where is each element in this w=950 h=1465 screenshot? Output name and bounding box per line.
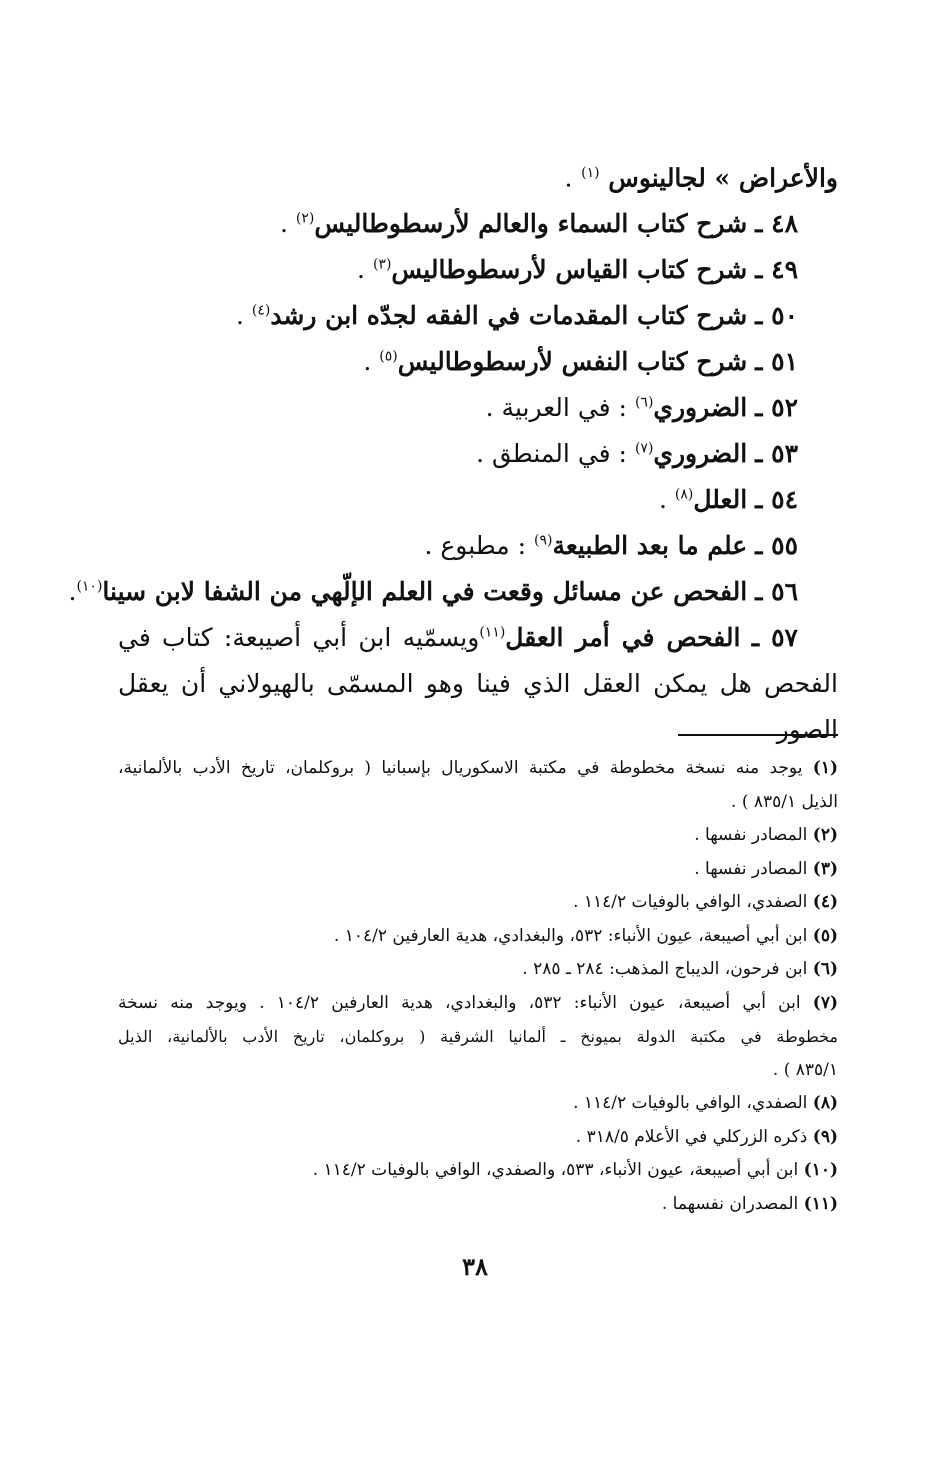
footnote-text: المصادر نفسها . bbox=[694, 858, 808, 879]
footnote-4 bbox=[118, 886, 838, 920]
footnote-9 bbox=[118, 1121, 838, 1155]
entry-tail: : في المنطق . bbox=[476, 439, 627, 469]
footnote-text: المصدران نفسهما . bbox=[661, 1193, 799, 1214]
footnote-ref: (١١) bbox=[479, 625, 506, 641]
footnote-ref: (٩) bbox=[533, 533, 553, 549]
footnote-ref: (٤) bbox=[251, 303, 271, 319]
footnote-number: (٧) bbox=[812, 992, 839, 1013]
footnote-number: (٨) bbox=[812, 1093, 838, 1113]
entry-tail: ويسمّيه ابن أبي أصيبعة: كتاب في bbox=[118, 623, 480, 653]
entry-tail: . bbox=[658, 485, 667, 515]
entry-tail: . bbox=[68, 577, 77, 607]
footnote-11 bbox=[118, 1188, 838, 1222]
footnote-text: المصادر نفسها . bbox=[694, 825, 808, 845]
footnote-ref: (٣) bbox=[372, 257, 392, 273]
entry-56 bbox=[68, 569, 838, 615]
entry-title: الفحص عن مسائل وقعت في العلم الإلّهي من الشفا لابن سينا bbox=[102, 577, 748, 607]
entry-tail: . bbox=[235, 301, 244, 331]
continued-line-end: . bbox=[564, 163, 573, 193]
entry-tail: . bbox=[279, 209, 288, 239]
entry-number: ٥٠ ـ bbox=[755, 301, 798, 331]
footnote-number: (١٠) bbox=[803, 1160, 838, 1180]
entry-tail: : مطبوع . bbox=[424, 531, 527, 561]
footnote-3 bbox=[118, 853, 838, 887]
entry-number: ٥٢ ـ bbox=[755, 393, 798, 423]
continued-line-text: والأعراض » لجالينوس bbox=[608, 163, 838, 193]
footnote-text: مخطوطة في مكتبة الدولة بميونخ ـ ألمانيا الشرقية ( بروكلمان، تاريخ الأدب بالألمانية، الذيل bbox=[118, 1027, 838, 1046]
entry-53 bbox=[118, 431, 838, 477]
footnote-ref: (٢) bbox=[295, 211, 315, 227]
footnote-text: الصفدي، الوافي بالوفيات ١١٤/٢ . bbox=[573, 892, 808, 912]
footnote-ref: (٧) bbox=[634, 441, 654, 457]
footnote-text: ذكره الزركلي في الأعلام ٣١٨/٥ . bbox=[575, 1126, 808, 1147]
continuation-text: الفحص هل يمكن العقل الذي فينا وهو المسمّى بالهيولاني أن يعقل الصور bbox=[118, 669, 838, 745]
entry-title: الضروري bbox=[653, 439, 748, 469]
entry-54 bbox=[118, 477, 838, 523]
footnote-1-continuation bbox=[118, 786, 838, 820]
entry-57 bbox=[118, 615, 838, 661]
footnote-number: (٩) bbox=[812, 1126, 838, 1147]
entry-title: شرح كتاب السماء والعالم لأرسطوطاليس bbox=[314, 209, 748, 239]
entry-number: ٤٩ ـ bbox=[755, 255, 798, 285]
footnote-7-continuation-2 bbox=[118, 1054, 838, 1088]
footnote-10 bbox=[118, 1154, 838, 1188]
footnote-ref: (٥) bbox=[379, 349, 398, 365]
footnote-8 bbox=[118, 1087, 838, 1121]
footnote-ref: (٦) bbox=[634, 395, 654, 411]
entry-number: ٤٨ ـ bbox=[755, 209, 798, 239]
footnote-text: يوجد منه نسخة مخطوطة في مكتبة الاسكوريال بإسبانيا ( بروكلمان، تاريخ الأدب بالألمانية، bbox=[118, 758, 803, 778]
entry-49 bbox=[118, 247, 838, 293]
footnote-ref: (١) bbox=[581, 165, 600, 181]
entry-number: ٥٧ ـ bbox=[751, 623, 798, 653]
entry-title: العلل bbox=[693, 485, 748, 515]
entry-title: شرح كتاب النفس لأرسطوطاليس bbox=[397, 347, 748, 377]
entry-52 bbox=[118, 385, 838, 431]
entry-tail: . bbox=[363, 347, 372, 377]
footnote-number: (١١) bbox=[803, 1193, 838, 1214]
footnote-5 bbox=[118, 920, 838, 954]
entry-tail: . bbox=[357, 255, 365, 285]
entry-title: الضروري bbox=[653, 393, 748, 423]
footnote-text: ابن أبي أصيبعة، عيون الأنباء، ٥٣٣، والصفدي، الوافي بالوفيات ١١٤/٢ . bbox=[312, 1160, 799, 1180]
entry-number: ٥٤ ـ bbox=[755, 485, 798, 515]
footnote-number: (١) bbox=[812, 758, 839, 778]
footnote-text: ابن فرحون، الديباج المذهب: ٢٨٤ ـ ٢٨٥ . bbox=[522, 959, 808, 979]
footnote-ref: (١٠) bbox=[76, 579, 103, 595]
entry-number: ٥٦ ـ bbox=[755, 577, 798, 607]
footnote-number: (٥) bbox=[812, 925, 838, 946]
footnote-7 bbox=[118, 987, 838, 1021]
entry-title: شرح كتاب القياس لأرسطوطاليس bbox=[391, 255, 748, 285]
footnote-2 bbox=[118, 819, 838, 853]
main-text bbox=[68, 150, 838, 753]
footnote-number: (٤) bbox=[812, 892, 838, 912]
footnote-text: الذيل ٨٣٥/١ ) . bbox=[731, 791, 838, 812]
continued-line bbox=[118, 150, 838, 201]
entry-50 bbox=[118, 293, 838, 339]
entry-title: الفحص في أمر العقل bbox=[505, 623, 741, 653]
entry-number: ٥١ ـ bbox=[755, 347, 798, 377]
footnote-text: ٨٣٥/١ ) . bbox=[772, 1059, 838, 1080]
footnote-separator bbox=[678, 734, 838, 736]
entry-tail: : في العربية . bbox=[485, 393, 627, 423]
footnote-ref: (٨) bbox=[674, 487, 694, 503]
footnote-1 bbox=[118, 752, 838, 786]
footnotes bbox=[118, 752, 838, 1221]
entry-55 bbox=[118, 523, 838, 569]
footnote-number: (٣) bbox=[812, 858, 838, 879]
footnote-7-continuation bbox=[118, 1020, 838, 1054]
entry-57-continuation bbox=[118, 661, 838, 753]
entry-number: ٥٥ ـ bbox=[755, 531, 798, 561]
entry-number: ٥٣ ـ bbox=[755, 439, 798, 469]
footnote-text: ابن أبي أصيبعة، عيون الأنباء: ٥٣٢، والبغدادي، هدية العارفين ١٠٤/٢ . bbox=[333, 925, 808, 946]
footnote-6 bbox=[118, 953, 838, 987]
entry-title: علم ما بعد الطبيعة bbox=[552, 531, 748, 561]
page-number: ٣٨ bbox=[462, 1252, 488, 1281]
entry-48 bbox=[118, 201, 838, 247]
footnote-number: (٢) bbox=[812, 825, 838, 845]
entry-title: شرح كتاب المقدمات في الفقه لجدّه ابن رشد bbox=[270, 301, 748, 331]
footnote-text: ابن أبي أصيبعة، عيون الأنباء: ٥٣٢، والبغدادي، هدية العارفين ١٠٤/٢ . ويوجد منه نسخة bbox=[118, 992, 801, 1013]
footnote-text: الصفدي، الوافي بالوفيات ١١٤/٢ . bbox=[573, 1093, 808, 1113]
entry-51 bbox=[118, 339, 838, 385]
footnote-number: (٦) bbox=[812, 959, 838, 979]
